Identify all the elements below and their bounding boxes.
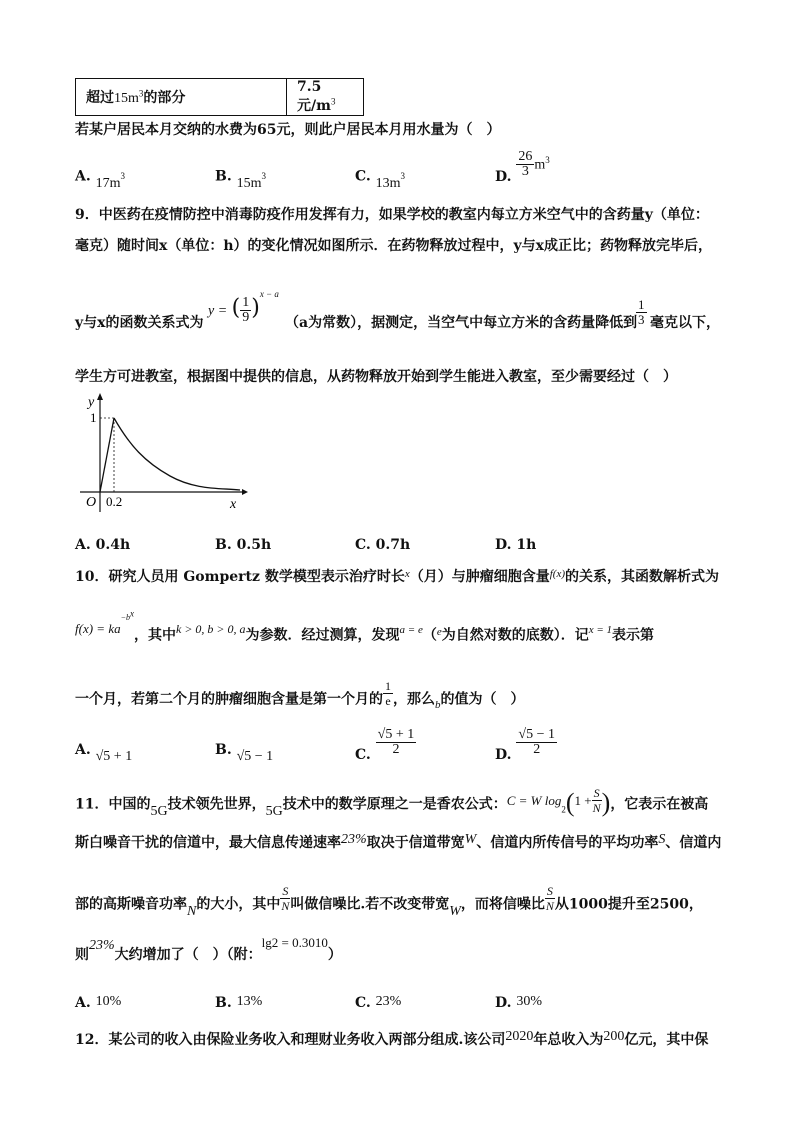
table-cell-range: 超过$15m^3$的部分 <box>76 79 287 116</box>
origin-label: O <box>86 495 97 510</box>
q9-line3b: （a为常数），据测定，当空气中每立方米的含药量降低到 <box>285 315 638 331</box>
q10-option-a[interactable]: A. √5 + 1 <box>75 742 133 764</box>
q11-option-b[interactable]: B. 13% <box>215 994 263 1011</box>
q9-option-d[interactable]: D. 1h <box>495 537 537 553</box>
x-axis-label: x <box>230 497 237 512</box>
q11-option-c[interactable]: C. 23% <box>355 994 402 1011</box>
q11-line2: 斯白噪音干扰的信道中，最大信息传递速率23%取决于信道带宽W、信道内所传信号的平均功率S、信道内 <box>75 832 722 851</box>
q12-line1: 12．某公司的收入由保险业务收入和理财业务收入两部分组成.该公司2020年总收入为200亿元，其中保 <box>75 1029 709 1048</box>
q10-option-b[interactable]: B. √5 − 1 <box>215 742 274 764</box>
x-tick-label: 0.2 <box>106 494 123 509</box>
fee-table <box>75 78 364 116</box>
q11-option-d[interactable]: D. 30% <box>495 994 543 1011</box>
q8-option-a[interactable]: A. $17m^3$ <box>75 168 126 191</box>
q11-line4: 则23%大约增加了（ ）（附：lg2 = 0.3010） <box>75 935 342 963</box>
q11-line3: 部的高斯噪音功率N的大小，其中 $\frac{S}{N}$ 叫做信噪比.若不改变带宽W，而将信噪比 $\frac{S}{N}$ 从1000提升至2500， <box>75 884 703 919</box>
q9-option-c[interactable]: C. 0.7h <box>355 537 411 553</box>
q9-graph <box>70 390 250 515</box>
q11-option-a[interactable]: A. 10% <box>75 994 122 1011</box>
q10-line2: $f(x) = ka^{-b^x}$，其中k > 0, b > 0, a为参数．经过测算，发现$^{a = e}$（$^e$为自然对数的底数）．记$^{x = 1}$表示第 <box>75 608 655 644</box>
q9-line1: 9．中医药在疫情防控中消毒防疫作用发挥有力，如果学校的教室内每立方米空气中的含药量y（单位： <box>75 207 709 223</box>
q9-formula: y = ( $\frac{1}{9}$ )$^{x - a}$ <box>208 289 279 326</box>
table-cell-price: 7.5 元$/m^3$ <box>287 79 364 116</box>
q9-line3c: 毫克以下， <box>650 315 720 331</box>
q9-fraction: $\frac{1}{3}$ <box>638 297 645 327</box>
q10-line1: 10．研究人员用 Gompertz 数学模型表示治疗时长$^x$（月）与肿瘤细胞含量$^{f(x)}$的关系，其函数解析式为 <box>75 568 719 585</box>
q9-option-b[interactable]: B. 0.5h <box>215 537 272 553</box>
q10-line3: 一个月，若第二个月的肿瘤细胞含量是第一个月的 $\frac{1}{e}$ ，那么$_b$的值为（ ） <box>75 679 525 711</box>
q8-stem: 若某户居民本月交纳的水费为65元，则此户居民本月用水量为（ ） <box>75 122 501 138</box>
q9-line3a: y与x的函数关系式为 <box>75 315 204 331</box>
q9-line2: 毫克）随时间x（单位：h）的变化情况如图所示．在药物释放过程中，y与x成正比；药物释放完毕后， <box>75 238 713 254</box>
q8-option-d[interactable]: D. $\frac{26}{3}$ $m^3$ <box>495 149 550 185</box>
y-axis-label: y <box>88 395 95 410</box>
q8-option-c[interactable]: C. $13m^3$ <box>355 168 406 191</box>
q8-option-b[interactable]: B. $15m^3$ <box>215 168 266 191</box>
q9-option-a[interactable]: A. 0.4h <box>75 537 131 553</box>
y-tick-label: 1 <box>90 410 97 425</box>
q11-line1: 11．中国的5G技术领先世界，5G技术中的数学原理之一是香农公式：C = W $\log_2(1$ + $\frac{S}{N}$ )，它表示在被高 <box>75 786 709 819</box>
q9-line4: 学生方可进教室，根据图中提供的信息，从药物释放开始到学生能进入教室，至少需要经过（ ） <box>75 369 677 385</box>
q10-option-c[interactable]: C. $\frac{√5 + 1}{2}$ <box>355 727 415 763</box>
q10-option-d[interactable]: D. $\frac{√5 - 1}{2}$ <box>495 727 555 763</box>
table-row <box>76 79 364 116</box>
